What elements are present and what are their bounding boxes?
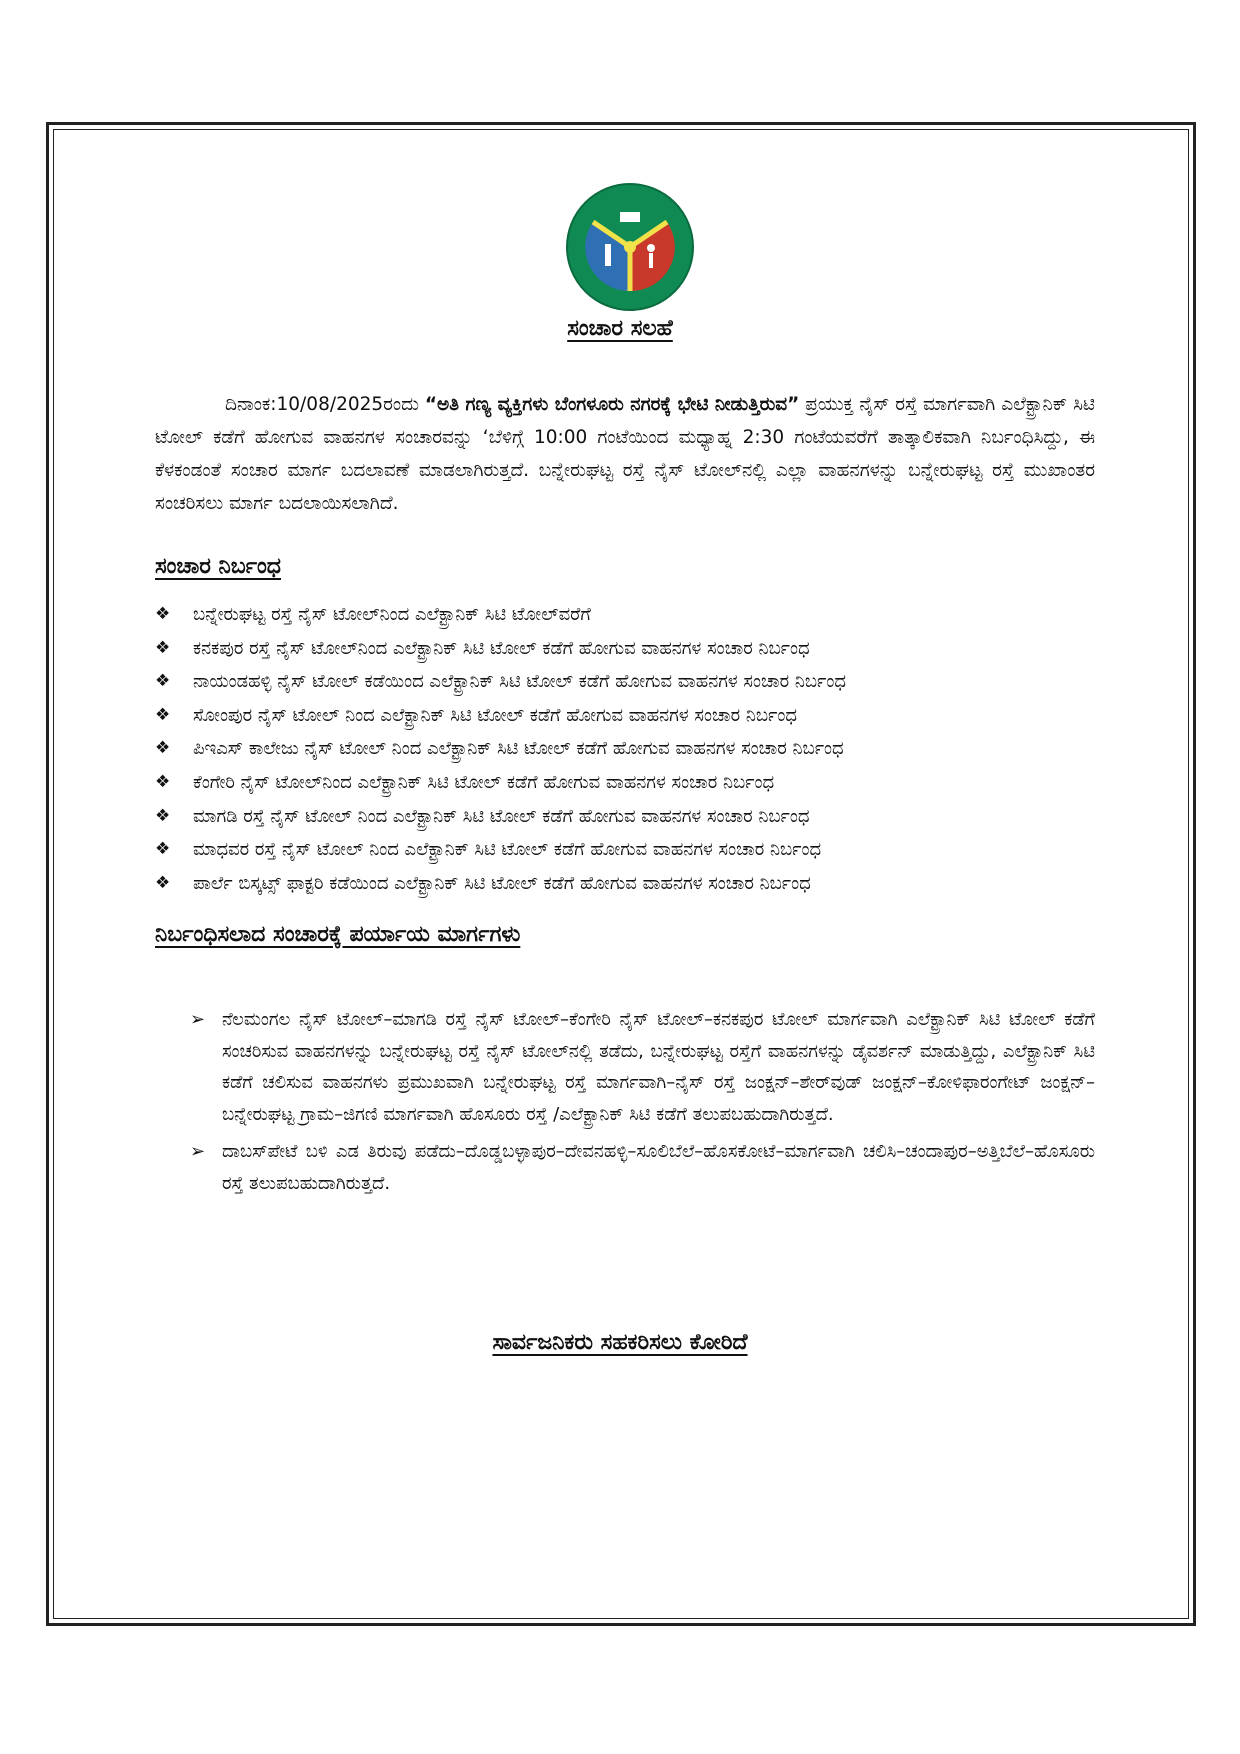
- diamond-bullet-icon: ❖: [155, 872, 171, 893]
- list-item: [155, 833, 1095, 867]
- closing-request: ಸಾರ್ವಜನಿಕರು ಸಹಕರಿಸಲು ಕೋರಿದೆ: [492, 1330, 748, 1355]
- diamond-bullet-icon: ❖: [155, 738, 171, 759]
- restriction-text: ಮಾಗಡಿ ರಸ್ತೆ ನೈಸ್ ಟೋಲ್ ನಿಂದ ಎಲೆಕ್ಟ್ರಾನಿಕ್ ಸಿಟಿ ಟೋಲ್ ಕಡೆಗೆ ಹೋಗುವ ವಾಹನಗಳ ಸಂಚಾರ ನಿರ್ಬಂಧ: [193, 805, 810, 827]
- alternate-route-text: ನೆಲಮಂಗಲ ನೈಸ್ ಟೋಲ್–ಮಾಗಡಿ ರಸ್ತೆ ನೈಸ್ ಟೋಲ್–ಕೆಂಗೇರಿ ನೈಸ್ ಟೋಲ್–ಕನಕಪುರ ಟೋಲ್ ಮಾರ್ಗವಾಗಿ ಎಲೆಕ್ಟ್ರಾನಿಕ್ ಸಿಟಿ ಟೋಲ್ ಕಡೆಗೆ ಸಂಚರಿಸುವ ವಾಹನಗಳನ್ನು ಬನ್ನೇರುಘಟ್ಟ ರಸ್ತೆ ನೈಸ್ ಟೋಲ್‌ನಲ್ಲಿ ತಡೆದು, ಬನ್ನೇರುಘಟ್ಟ ರಸ್ತೆಗೆ ವಾಹನಗಳನ್ನು ಡೈವರ್ಶನ್ ಮಾಡುತ್ತಿದ್ದು, ಎಲೆಕ್ಟ್ರಾನಿಕ್ ಸಿಟಿ ಕಡೆಗೆ ಚಲಿಸುವ ವಾಹನಗಳು ಪ್ರಮುಖವಾಗಿ ಬನ್ನೇರುಘಟ್ಟ ರಸ್ತೆ ಮಾರ್ಗವಾಗಿ–ನೈಸ್ ರಸ್ತೆ ಜಂಕ್ಷನ್–ಶೇರ್‌ವುಡ್ ಜಂಕ್ಷನ್–ಕೋಳಿಫಾರಂಗೇಟ್ ಜಂಕ್ಷನ್–ಬನ್ನೇರುಘಟ್ಟ ಗ್ರಾಮ–ಜಿಗಣಿ ಮಾರ್ಗವಾಗಿ ಹೊಸೂರು ರಸ್ತೆ /ಎಲೆಕ್ಟ್ರಾನಿಕ್ ಸಿಟಿ ಕಡೆಗೆ ತಲುಪಬಹುದಾಗಿರುತ್ತದೆ.: [222, 1009, 1095, 1125]
- restriction-text: ಪಾರ್ಲೆ ಬಿಸ್ಕಟ್ಸ್ ಫಾಕ್ಟರಿ ಕಡೆಯಿಂದ ಎಲೆಕ್ಟ್ರಾನಿಕ್ ಸಿಟಿ ಟೋಲ್ ಕಡೆಗೆ ಹೋಗುವ ವಾಹನಗಳ ಸಂಚಾರ ನಿರ್ಬಂಧ: [193, 872, 811, 894]
- arrow-bullet-icon: ➢: [190, 1009, 206, 1030]
- list-item: [190, 1136, 1095, 1199]
- diamond-bullet-icon: ❖: [155, 805, 171, 826]
- arrow-bullet-icon: ➢: [190, 1141, 206, 1162]
- list-item: [155, 800, 1095, 834]
- diamond-bullet-icon: ❖: [155, 637, 171, 658]
- intro-lead: ದಿನಾಂಕ:10/08/2025ರಂದು: [225, 394, 425, 415]
- page-title: ಸಂಚಾರ ಸಲಹೆ: [567, 316, 673, 341]
- restriction-text: ನಾಯಂಡಹಳ್ಳಿ ನೈಸ್ ಟೋಲ್ ಕಡೆಯಿಂದ ಎಲೆಕ್ಟ್ರಾನಿಕ್ ಸಿಟಿ ಟೋಲ್ ಕಡೆಗೆ ಹೋಗುವ ವಾಹನಗಳ ಸಂಚಾರ ನಿರ್ಬಂಧ: [193, 671, 846, 693]
- restriction-text: ಬನ್ನೇರುಘಟ್ಟ ರಸ್ತೆ ನೈಸ್ ಟೋಲ್‌ನಿಂದ ಎಲೆಕ್ಟ್ರಾನಿಕ್ ಸಿಟಿ ಟೋಲ್‌ವರೆಗೆ: [193, 604, 591, 625]
- diamond-bullet-icon: ❖: [155, 604, 171, 624]
- intro-rest: ಪ್ರಯುಕ್ತ ನೈಸ್ ರಸ್ತೆ ಮಾರ್ಗವಾಗಿ ಎಲೆಕ್ಟ್ರಾನಿಕ್ ಸಿಟಿ ಟೋಲ್ ಕಡೆಗೆ ಹೋಗುವ ವಾಹನಗಳ ಸಂಚಾರವನ್ನು ‘ಬೆಳಿಗ್ಗೆ 10:00 ಗಂಟೆಯಿಂದ ಮಧ್ಯಾಹ್ನ 2:30 ಗಂಟೆಯವರೆಗೆ ತಾತ್ಕಾಲಿಕವಾಗಿ ನಿರ್ಬಂಧಿಸಿದ್ದು, ಈ ಕೆಳಕಂಡಂತೆ ಸಂಚಾರ ಮಾರ್ಗ ಬದಲಾವಣೆ ಮಾಡಲಾಗಿರುತ್ತದೆ. ಬನ್ನೇರುಘಟ್ಟ ರಸ್ತೆ ನೈಸ್ ಟೋಲ್‌ನಲ್ಲಿ ಎಲ್ಲಾ ವಾಹನಗಳನ್ನು ಬನ್ನೇರುಘಟ್ಟ ರಸ್ತೆ ಮುಖಾಂತರ ಸಂಚರಿಸಲು ಮಾರ್ಗ ಬದಲಾಯಿಸಲಾಗಿದೆ.: [155, 394, 1095, 514]
- restriction-text: ಮಾಧವರ ರಸ್ತೆ ನೈಸ್ ಟೋಲ್ ನಿಂದ ಎಲೆಕ್ಟ್ರಾನಿಕ್ ಸಿಟಿ ಟೋಲ್ ಕಡೆಗೆ ಹೋಗುವ ವಾಹನಗಳ ಸಂಚಾರ ನಿರ್ಬಂಧ: [193, 839, 822, 861]
- list-item: [155, 632, 1095, 666]
- restriction-list: [155, 598, 1095, 900]
- intro-paragraph: [155, 388, 1095, 520]
- list-item: [155, 665, 1095, 699]
- list-item: [155, 699, 1095, 733]
- restriction-text: ಸೋಂಪುರ ನೈಸ್ ಟೋಲ್ ನಿಂದ ಎಲೆಕ್ಟ್ರಾನಿಕ್ ಸಿಟಿ ಟೋಲ್ ಕಡೆಗೆ ಹೋಗುವ ವಾಹನಗಳ ಸಂಚಾರ ನಿರ್ಬಂಧ: [193, 704, 797, 726]
- intro-bold: “ಅತಿ ಗಣ್ಯ ವ್ಯಕ್ತಿಗಳು ಬೆಂಗಳೂರು ನಗರಕ್ಕೆ ಭೇಟಿ ನೀಡುತ್ತಿರುವ”: [424, 394, 800, 415]
- diamond-bullet-icon: ❖: [155, 704, 171, 725]
- alternate-route-text: ದಾಬಸ್‌ಪೇಟೆ ಬಳಿ ಎಡ ತಿರುವು ಪಡೆದು–ದೊಡ್ಡಬಳ್ಳಾಪುರ–ದೇವನಹಳ್ಳಿ–ಸೂಲಿಬೆಲೆ–ಹೊಸಕೋಟೆ–ಮಾರ್ಗವಾಗಿ ಚಲಿಸಿ–ಚಂದಾಪುರ–ಅತ್ತಿಬೆಲೆ–ಹೊಸೂರು ರಸ್ತೆ ತಲುಪಬಹುದಾಗಿರುತ್ತದೆ.: [222, 1141, 1095, 1194]
- diamond-bullet-icon: ❖: [155, 771, 171, 792]
- restriction-text: ಪಿಇಎಸ್ ಕಾಲೇಜು ನೈಸ್ ಟೋಲ್ ನಿಂದ ಎಲೆಕ್ಟ್ರಾನಿಕ್ ಸಿಟಿ ಟೋಲ್ ಕಡೆಗೆ ಹೋಗುವ ವಾಹನಗಳ ಸಂಚಾರ ನಿರ್ಬಂಧ: [193, 738, 844, 760]
- list-item: [155, 732, 1095, 766]
- diamond-bullet-icon: ❖: [155, 839, 171, 860]
- alternate-routes-heading: ನಿರ್ಬಂಧಿಸಲಾದ ಸಂಚಾರಕ್ಕೆ ಪರ್ಯಾಯ ಮಾರ್ಗಗಳು: [155, 922, 521, 947]
- list-item: [155, 598, 1095, 632]
- list-item: [190, 1004, 1095, 1130]
- restriction-heading: ಸಂಚಾರ ನಿರ್ಬಂಧ: [155, 554, 281, 579]
- restriction-text: ಕೆಂಗೇರಿ ನೈಸ್ ಟೋಲ್‌ನಿಂದ ಎಲೆಕ್ಟ್ರಾನಿಕ್ ಸಿಟಿ ಟೋಲ್ ಕಡೆಗೆ ಹೋಗುವ ವಾಹನಗಳ ಸಂಚಾರ ನಿರ್ಬಂಧ: [193, 771, 775, 793]
- restriction-text: ಕನಕಪುರ ರಸ್ತೆ ನೈಸ್ ಟೋಲ್‌ನಿಂದ ಎಲೆಕ್ಟ್ರಾನಿಕ್ ಸಿಟಿ ಟೋಲ್ ಕಡೆಗೆ ಹೋಗುವ ವಾಹನಗಳ ಸಂಚಾರ ನಿರ್ಬಂಧ: [193, 637, 810, 659]
- diamond-bullet-icon: ❖: [155, 671, 171, 692]
- list-item: [155, 867, 1095, 901]
- alternate-routes-list: [190, 1004, 1095, 1205]
- bengaluru-traffic-police-logo: [565, 182, 695, 312]
- list-item: [155, 766, 1095, 800]
